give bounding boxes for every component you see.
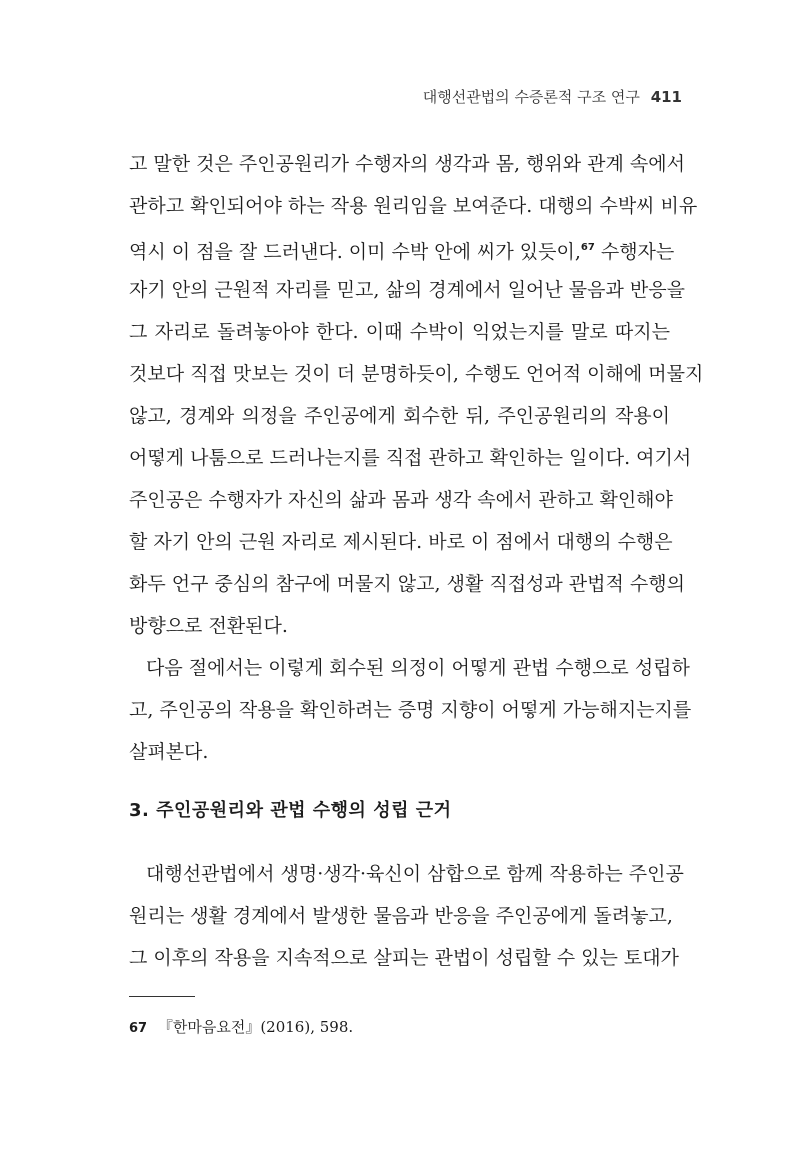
footnote-divider (129, 996, 195, 997)
running-header (423, 86, 682, 107)
running-header-title: 대행선관법의 수증론적 구조 연구 (422, 88, 640, 106)
body-line: 어떻게 나툼으로 드러나는지를 직접 관하고 확인하는 일이다. 여기서 (129, 447, 692, 469)
body-line (129, 236, 675, 264)
body-line: 자기 안의 근원적 자리를 믿고, 삶의 경계에서 일어난 물음과 반응을 (129, 279, 685, 301)
footnote-ref[interactable]: 67 (580, 242, 595, 253)
body-line: 관하고 확인되어야 하는 작용 원리임을 보여준다. 대행의 수박씨 비유 (129, 195, 698, 217)
section-line: 그 이후의 작용을 지속적으로 살피는 관법이 성립할 수 있는 토대가 (129, 947, 679, 969)
body-line: 고, 주인공의 작용을 확인하려는 증명 지향이 어떻게 가능해지는지를 (129, 699, 692, 721)
footnote-number: 67 (129, 1021, 148, 1036)
section-heading: 3. 주인공원리와 관법 수행의 성립 근거 (129, 800, 452, 821)
body-line: 것보다 직접 맛보는 것이 더 분명하듯이, 수행도 언어적 이해에 머물지 (129, 363, 704, 385)
body-line-text-continued: 수행자는 (594, 241, 675, 263)
footnote (129, 1016, 353, 1037)
section-line: 대행선관법에서 생명·생각·육신이 삼합으로 함께 작용하는 주인공 (146, 863, 684, 885)
body-line: 다음 절에서는 이렇게 회수된 의정이 어떻게 관법 수행으로 성립하 (146, 657, 690, 679)
section-line: 원리는 생활 경계에서 발생한 물음과 반응을 주인공에게 돌려놓고, (129, 905, 673, 927)
body-line: 방향으로 전환된다. (129, 615, 288, 637)
footnote-text: 『한마음요전』(2016), 598. (157, 1018, 354, 1036)
page-number: 411 (650, 88, 682, 106)
body-line: 않고, 경계와 의정을 주인공에게 회수한 뒤, 주인공원리의 작용이 (129, 405, 670, 427)
body-line: 할 자기 안의 근원 자리로 제시된다. 바로 이 점에서 대행의 수행은 (129, 531, 673, 553)
body-line: 그 자리로 돌려놓아야 한다. 이때 수박이 익었는지를 말로 따지는 (129, 321, 670, 343)
body-line: 주인공은 수행자가 자신의 삶과 몸과 생각 속에서 관하고 확인해야 (129, 489, 673, 511)
body-line: 고 말한 것은 주인공원리가 수행자의 생각과 몸, 행위와 관계 속에서 (129, 153, 685, 175)
body-line-text: 역시 이 점을 잘 드러낸다. 이미 수박 안에 씨가 있듯이, (129, 241, 581, 263)
body-line: 살펴본다. (129, 741, 209, 763)
body-line: 화두 언구 중심의 참구에 머물지 않고, 생활 직접성과 관법적 수행의 (129, 573, 685, 595)
